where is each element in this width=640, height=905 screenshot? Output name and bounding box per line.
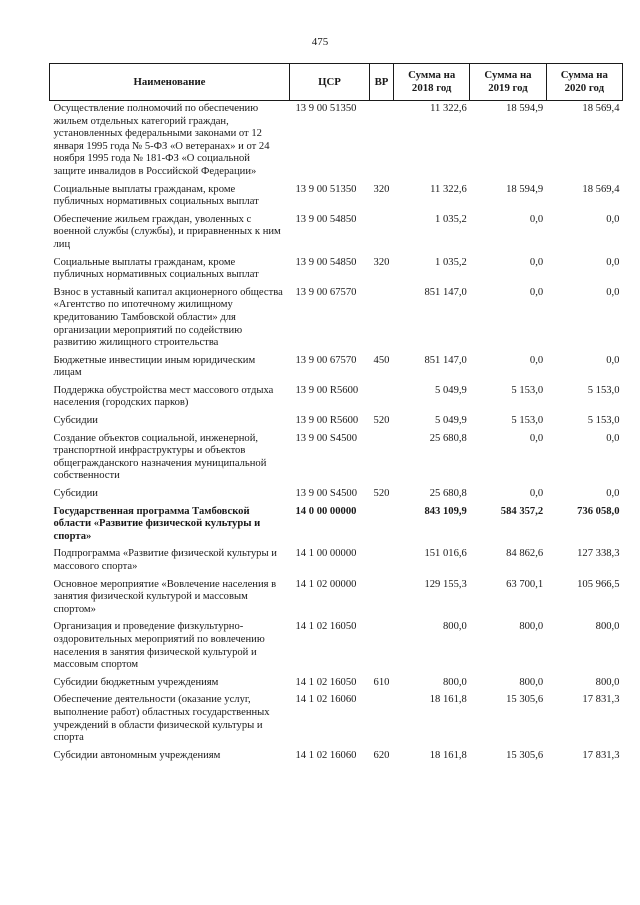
cell-sum-2018: 129 155,3: [424, 578, 467, 590]
cell-sum-2019: 800,0: [519, 621, 544, 633]
cell-sum-2019: 5 153,0: [511, 384, 544, 396]
table-row: [50, 355, 623, 385]
cell-csr: 13 9 00 51350: [295, 103, 357, 114]
table-row: [50, 548, 623, 578]
cell-sum-2018: 11 322,6: [430, 183, 467, 195]
cell-sum-2019: 63 700,1: [506, 578, 544, 590]
cell-name: Социальные выплаты гражданам, кроме публичных нормативных социальных выплат: [53, 183, 259, 208]
cell-sum-2020: 0,0: [606, 213, 620, 225]
cell-sum-2018: 151 016,6: [424, 548, 467, 560]
cell-sum-2019: 15 305,6: [506, 749, 544, 761]
table-row: [50, 506, 623, 549]
cell-sum-2020: 800,0: [595, 676, 620, 688]
cell-sum-2018: 25 680,8: [429, 488, 467, 500]
cell-sum-2020: 5 153,0: [587, 415, 620, 427]
cell-sum-2018: 843 109,9: [424, 505, 467, 517]
cell-name: Осуществление полномочий по обеспечению жильем отдельных категорий граждан, установленных федеральными законами от 12 января 1995 года № 5-ФЗ «О ветеранах» и от 24 ноября 1995 года № 181-ФЗ «О социальной защите инвалидов в Российской Федерации»: [53, 103, 270, 177]
cell-sum-2020: 0,0: [606, 354, 620, 366]
cell-name: Взнос в уставный капитал акционерного общества «Агентство по ипотечному жилищному кредитованию Тамбовской области» для организации мероприятий по содействию развитию жилищного строительства: [53, 286, 283, 349]
cell-csr: 14 0 00 00000: [295, 505, 357, 517]
cell-vr: 450: [373, 354, 390, 366]
cell-sum-2020: 0,0: [606, 488, 620, 500]
cell-vr: [370, 287, 394, 355]
cell-name: Социальные выплаты гражданам, кроме публичных нормативных социальных выплат: [53, 256, 259, 281]
table-header: [50, 64, 623, 101]
header-sum-2018: Сумма на 2018 год: [394, 64, 470, 101]
cell-vr: [370, 433, 394, 488]
table-row: [50, 694, 623, 749]
cell-name: Субсидии: [53, 415, 98, 427]
cell-sum-2018: 25 680,8: [429, 432, 467, 444]
cell-vr: [370, 548, 394, 578]
cell-sum-2019: 800,0: [519, 676, 544, 688]
cell-vr: 610: [373, 676, 390, 688]
table-row: [50, 214, 623, 257]
cell-vr: 320: [373, 256, 390, 268]
cell-sum-2018: 1 035,2: [435, 213, 467, 225]
cell-sum-2020: 127 338,3: [577, 548, 620, 560]
cell-sum-2018: 851 147,0: [424, 354, 467, 366]
cell-csr: 14 1 02 16050: [295, 676, 357, 688]
table-row: [50, 257, 623, 287]
header-csr: ЦСР: [290, 64, 370, 101]
cell-sum-2020: 5 153,0: [587, 384, 620, 396]
cell-csr: 13 9 00 67570: [295, 354, 357, 366]
table-row: [50, 433, 623, 488]
cell-sum-2019: 5 153,0: [511, 415, 544, 427]
cell-sum-2019: 584 357,2: [500, 505, 544, 517]
cell-sum-2018: 11 322,6: [430, 103, 467, 114]
header-sum-2020: Сумма на 2020 год: [546, 64, 622, 101]
cell-name: Основное мероприятие «Вовлечение населения в занятия физической культурой и массовым спортом»: [53, 578, 277, 615]
cell-sum-2020: 0,0: [606, 432, 620, 444]
cell-sum-2019: 0,0: [529, 256, 544, 268]
header-name: Наименование: [50, 64, 290, 101]
cell-sum-2018: 5 049,9: [435, 384, 467, 396]
table-row: [50, 621, 623, 676]
cell-csr: 14 1 02 00000: [295, 578, 357, 590]
cell-sum-2018: 1 035,2: [435, 256, 467, 268]
cell-sum-2020: 18 569,4: [582, 183, 620, 195]
cell-name: Создание объектов социальной, инженерной, транспортной инфраструктуры и объектов общегражданского назначения муниципальной собственности: [53, 432, 267, 482]
cell-sum-2020: 0,0: [606, 286, 620, 298]
cell-sum-2019: 0,0: [529, 354, 544, 366]
cell-sum-2020: 18 569,4: [582, 103, 620, 114]
table-row: [50, 101, 623, 184]
budget-table: [49, 63, 623, 767]
cell-csr: 13 9 00 51350: [295, 183, 357, 195]
cell-name: Субсидии: [53, 488, 98, 500]
cell-csr: 13 9 00 S4500: [295, 432, 358, 444]
cell-sum-2019: 0,0: [529, 286, 544, 298]
cell-vr: 320: [373, 183, 390, 195]
table-row: [50, 287, 623, 355]
table-row: [50, 750, 623, 768]
cell-sum-2020: 105 966,5: [577, 578, 620, 590]
cell-sum-2020: 800,0: [595, 621, 620, 633]
cell-csr: 14 1 02 16060: [295, 694, 357, 706]
cell-vr: [370, 385, 394, 415]
cell-csr: 13 9 00 54850: [295, 256, 357, 268]
cell-csr: 13 9 00 R5600: [295, 384, 359, 396]
cell-name: Организация и проведение физкультурно-оздоровительных мероприятий по вовлечению населения в занятия физической культурой и массовым спортом: [53, 621, 265, 671]
cell-sum-2019: 84 862,6: [506, 548, 544, 560]
cell-csr: 13 9 00 R5600: [295, 415, 359, 427]
table-row: [50, 579, 623, 622]
table-row: [50, 488, 623, 506]
cell-sum-2018: 851 147,0: [424, 286, 467, 298]
cell-sum-2018: 800,0: [442, 676, 467, 688]
cell-name: Государственная программа Тамбовской области «Развитие физической культуры и спорта»: [53, 505, 261, 542]
cell-name: Бюджетные инвестиции иным юридическим лицам: [53, 354, 256, 379]
cell-vr: [370, 101, 394, 184]
cell-sum-2019: 18 594,9: [506, 183, 544, 195]
cell-name: Субсидии автономным учреждениям: [53, 749, 221, 761]
cell-name: Подпрограмма «Развитие физической культуры и массового спорта»: [53, 548, 277, 572]
header-sum-2019: Сумма на 2019 год: [470, 64, 546, 101]
cell-sum-2020: 17 831,3: [582, 694, 620, 706]
cell-vr: [370, 694, 394, 749]
cell-vr: [370, 621, 394, 676]
cell-vr: 620: [373, 749, 390, 761]
table-row: [50, 415, 623, 433]
cell-csr: 14 1 02 16060: [295, 749, 357, 761]
cell-sum-2020: 17 831,3: [582, 749, 620, 761]
cell-name: Поддержка обустройства мест массового отдыха населения (городских парков): [53, 384, 274, 409]
cell-sum-2019: 0,0: [529, 488, 544, 500]
cell-name: Обеспечение деятельности (оказание услуг, выполнение работ) областных государственных учреждений в области физической культуры и спорта: [53, 694, 270, 744]
cell-sum-2019: 15 305,6: [506, 694, 544, 706]
cell-csr: 13 9 00 S4500: [295, 488, 358, 500]
cell-vr: 520: [373, 488, 390, 500]
cell-csr: 13 9 00 67570: [295, 286, 357, 298]
cell-sum-2018: 18 161,8: [429, 749, 467, 761]
cell-vr: 520: [373, 415, 390, 427]
page-number: 475: [311, 36, 329, 48]
cell-sum-2020: 0,0: [606, 256, 620, 268]
cell-vr: [370, 506, 394, 549]
table-row: [50, 184, 623, 214]
cell-csr: 14 1 00 00000: [295, 548, 357, 560]
table-row: [50, 385, 623, 415]
cell-vr: [370, 214, 394, 257]
cell-sum-2018: 800,0: [442, 621, 467, 633]
cell-csr: 13 9 00 54850: [295, 213, 357, 225]
cell-sum-2019: 0,0: [529, 432, 544, 444]
cell-sum-2019: 0,0: [529, 213, 544, 225]
cell-sum-2019: 18 594,9: [506, 103, 544, 114]
cell-sum-2018: 18 161,8: [429, 694, 467, 706]
table-body: [50, 101, 623, 768]
table-row: [50, 677, 623, 695]
cell-vr: [370, 579, 394, 622]
cell-sum-2018: 5 049,9: [435, 415, 467, 427]
cell-sum-2020: 736 058,0: [577, 505, 620, 517]
cell-name: Субсидии бюджетным учреждениям: [53, 676, 219, 688]
cell-csr: 14 1 02 16050: [295, 621, 357, 633]
header-vr: ВР: [370, 64, 394, 101]
cell-name: Обеспечение жильем граждан, уволенных с военной службы (службы), и приравненных к ним лиц: [53, 213, 281, 250]
